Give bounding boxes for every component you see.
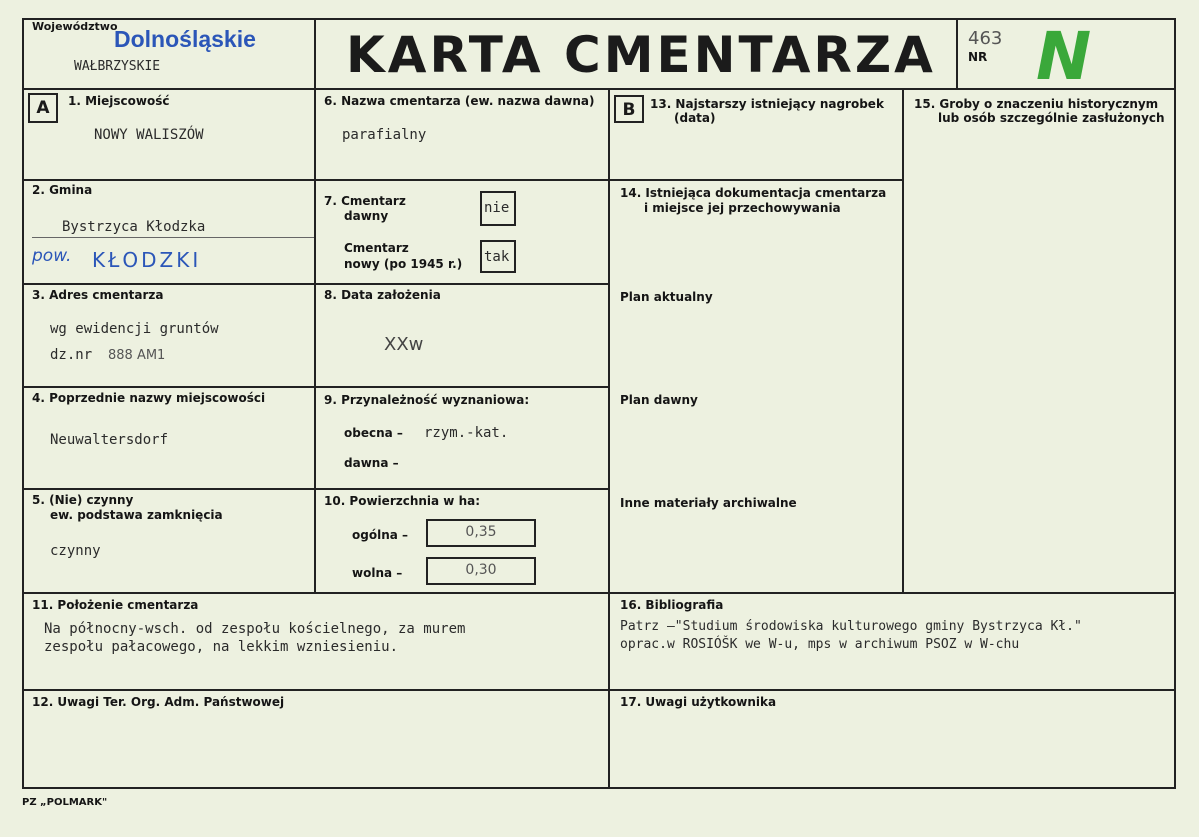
field-15-label-2: lub osób szczególnie zasłużonych xyxy=(938,111,1165,125)
col-divider-3 xyxy=(902,88,904,592)
field-14-other-materials: Inne materiały archiwalne xyxy=(620,496,797,510)
field-3-prefix: dz.nr xyxy=(50,347,93,363)
printer-imprint: PZ „POLMARK" xyxy=(22,797,108,808)
field-13-label-2: (data) xyxy=(674,111,716,125)
powiat-value: KŁODZKI xyxy=(92,248,202,272)
field-2-label: 2. Gmina xyxy=(32,183,93,197)
field-7-dawny-box: nie xyxy=(480,191,516,226)
field-10-wolna-box: 0,30 xyxy=(426,557,536,585)
field-14-plan-old: Plan dawny xyxy=(620,393,698,407)
field-12-label: 12. Uwagi Ter. Org. Adm. Państwowej xyxy=(32,695,285,709)
field-7-nowy-2: nowy (po 1945 r.) xyxy=(344,257,463,271)
field-5-label-2: ew. podstawa zamknięcia xyxy=(50,508,223,522)
field-4-value: Neuwaltersdorf xyxy=(50,432,169,448)
field-11-label: 11. Położenie cmentarza xyxy=(32,598,199,612)
field-14-label-2: i miejsce jej przechowywania xyxy=(644,201,841,215)
wojewodztwo-stamp: Dolnośląskie xyxy=(114,26,256,52)
field-10-ogolna: ogólna – xyxy=(352,528,409,542)
field-11-line-2: zespołu pałacowego, na lekkim wzniesieniu. xyxy=(44,639,399,655)
field-13-label-1: 13. Najstarszy istniejący nagrobek xyxy=(650,97,884,111)
field-6-value: parafialny xyxy=(342,127,427,143)
gmina-underline xyxy=(32,237,314,238)
field-9-label: 9. Przynależność wyznaniowa: xyxy=(324,393,530,407)
row-divider-2 xyxy=(22,283,610,285)
field-6-label: 6. Nazwa cmentarza (ew. nazwa dawna) xyxy=(324,94,595,108)
field-1-value: NOWY WALISZÓW xyxy=(94,127,204,143)
field-17-label: 17. Uwagi użytkownika xyxy=(620,695,777,709)
header-divider xyxy=(22,88,1176,90)
nr-label: NR xyxy=(968,50,988,64)
field-9-obecna: obecna – xyxy=(344,426,403,440)
field-7-dawny: dawny xyxy=(344,209,389,223)
field-7-label: 7. Cmentarz xyxy=(324,194,406,208)
field-8-label: 8. Data założenia xyxy=(324,288,441,302)
field-10-wolna: wolna – xyxy=(352,566,403,580)
row-divider-5 xyxy=(22,592,1176,594)
col-divider-1 xyxy=(314,18,316,592)
field-9-dawna: dawna – xyxy=(344,456,399,470)
field-2-value: Bystrzyca Kłodzka xyxy=(62,219,206,235)
field-5-label-1: 5. (Nie) czynny xyxy=(32,493,134,507)
field-10-label: 10. Powierzchnia w ha: xyxy=(324,494,481,508)
field-3-line1: wg ewidencji gruntów xyxy=(50,321,219,337)
field-10-ogolna-box: 0,35 xyxy=(426,519,536,547)
nr-divider xyxy=(956,18,958,88)
section-b-box: B xyxy=(614,95,644,123)
field-16-line-1: Patrz –"Studium środowiska kulturowego gminy Bystrzyca Kł." xyxy=(620,619,1082,634)
field-3-parcel: 888 AM1 xyxy=(108,348,166,363)
field-14-plan-current: Plan aktualny xyxy=(620,290,713,304)
field-16-label: 16. Bibliografia xyxy=(620,598,724,612)
field-8-value: XXw xyxy=(384,334,424,355)
wojewodztwo-value: WAŁBRZYSKIE xyxy=(74,59,161,74)
row-divider-6 xyxy=(22,689,1176,691)
row-divider-1 xyxy=(22,179,610,181)
field-14-label-1: 14. Istniejąca dokumentacja cmentarza xyxy=(620,186,887,200)
col-divider-2 xyxy=(608,88,610,788)
field-16-line-2: oprac.w ROSIÓŠK we W-u, mps w archiwum PSOZ w W-chu xyxy=(620,637,1020,652)
section-a-box: A xyxy=(28,93,58,123)
field-1-label: 1. Miejscowość xyxy=(68,94,170,108)
field-7-nowy-box: tak xyxy=(480,240,516,273)
field-11-line-1: Na północny-wsch. od zespołu kościelnego, za murem xyxy=(44,621,466,637)
nr-number: 463 xyxy=(968,28,1003,49)
row-divider-3 xyxy=(22,386,610,388)
card-title: KARTA CMENTARZA xyxy=(346,26,936,84)
field-5-value: czynny xyxy=(50,543,101,559)
green-mark: N xyxy=(1036,18,1092,95)
wojewodztwo-label: Województwo xyxy=(32,20,118,33)
field-7-nowy-1: Cmentarz xyxy=(344,241,409,255)
row-divider-4 xyxy=(22,488,610,490)
field-4-label: 4. Poprzednie nazwy miejscowości xyxy=(32,391,266,405)
powiat-label: pow. xyxy=(32,246,72,266)
field-3-label: 3. Adres cmentarza xyxy=(32,288,164,302)
row-divider-b1 xyxy=(610,179,904,181)
field-9-obecna-value: rzym.-kat. xyxy=(424,425,509,441)
field-15-label-1: 15. Groby o znaczeniu historycznym xyxy=(914,97,1159,111)
